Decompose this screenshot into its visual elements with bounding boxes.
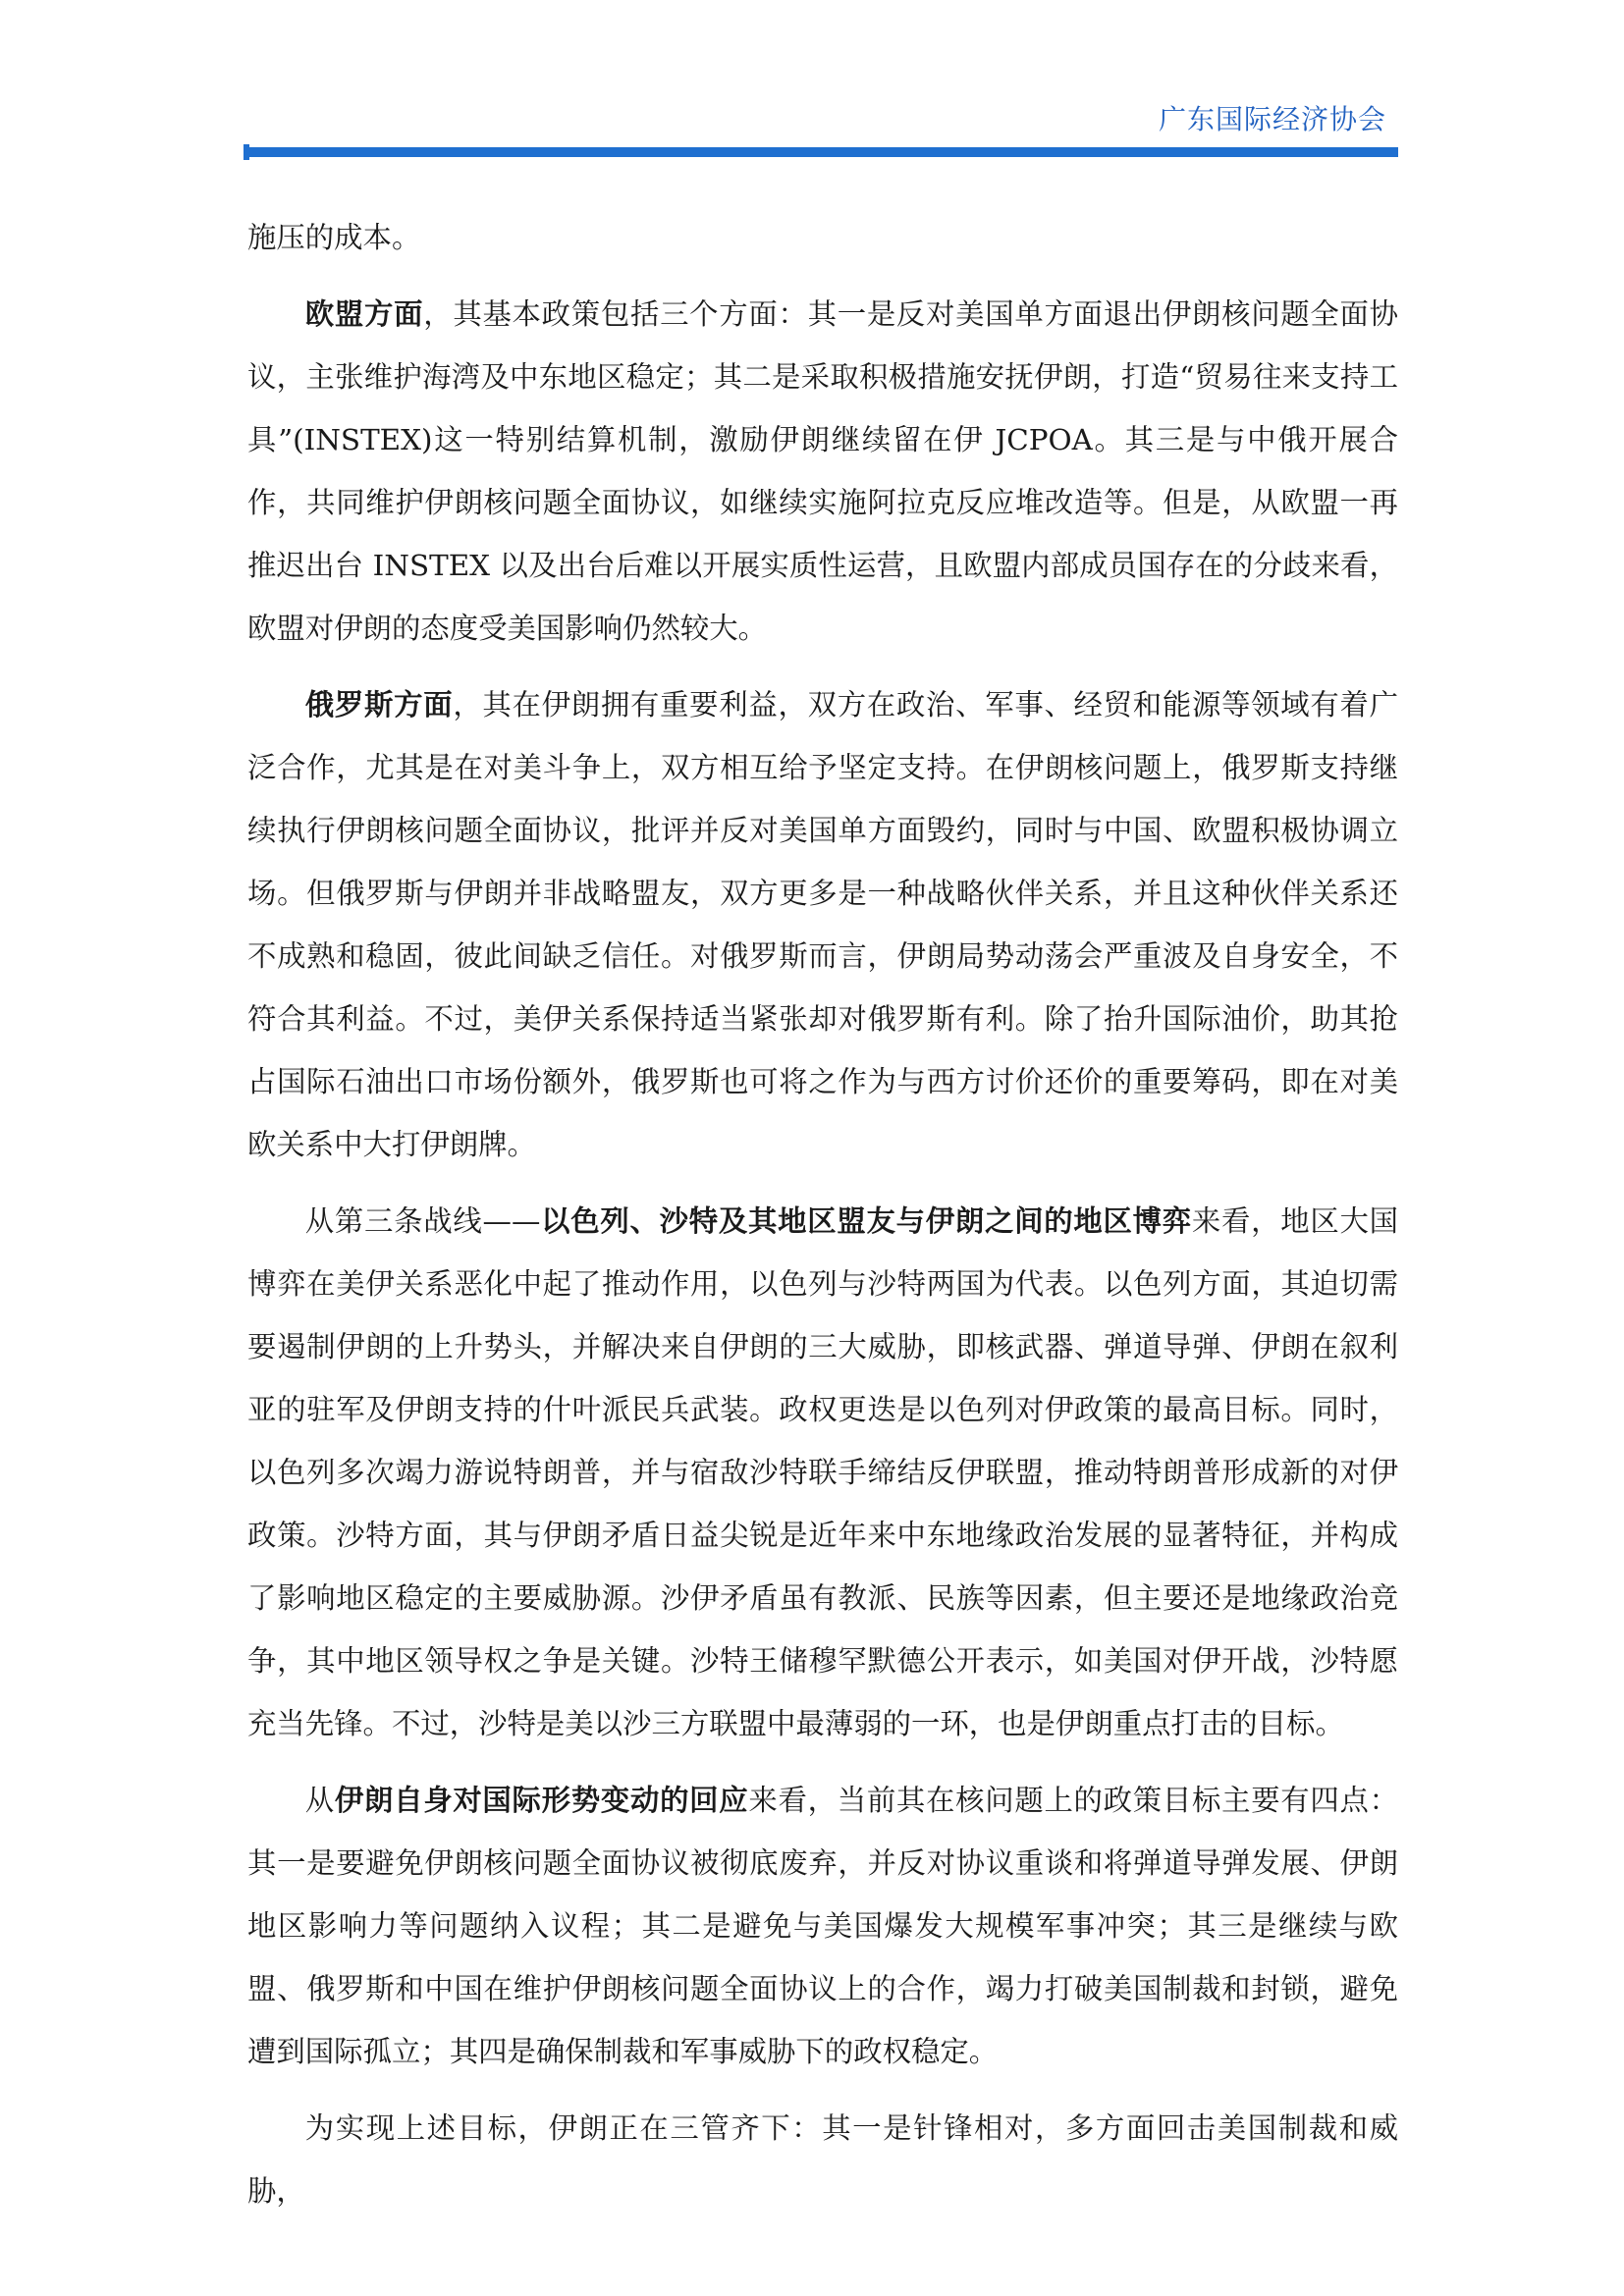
paragraph-text: ，其基本政策包括三个方面：其一是反对美国单方面退出伊朗核问题全面协议，主张维护海湾及中东地区稳定；其二是采取积极措施安抚伊朗，打造“贸易往来支持工具”(INSTEX)这一特别结算机制，激励伊朗继续留在伊 JCPOA。其三是与中俄开展合作，共同维护伊朗核问题全面协议，如继续实施阿拉克反应堆改造等。但是，从欧盟一再推迟出台 INSTEX 以及出台后难以开展实质性运营，且欧盟内部成员国存在的分歧来看，欧盟对伊朗的态度受美国影响仍然较大。 [247, 297, 1399, 645]
paragraph-text: ，其在伊朗拥有重要利益，双方在政治、军事、经贸和能源等领域有着广泛合作，尤其是在对美斗争上，双方相互给予坚定支持。在伊朗核问题上，俄罗斯支持继续执行伊朗核问题全面协议，批评并反对美国单方面毁约，同时与中国、欧盟积极协调立场。但俄罗斯与伊朗并非战略盟友，双方更多是一种战略伙伴关系，并且这种伙伴关系还不成熟和稳固，彼此间缺乏信任。对俄罗斯而言，伊朗局势动荡会严重波及自身安全，不符合其利益。不过，美伊关系保持适当紧张却对俄罗斯有利。除了抬升国际油价，助其抢占国际石油出口市场份额外，俄罗斯也可将之作为与西方讨价还价的重要筹码，即在对美欧关系中大打伊朗牌。 [247, 688, 1399, 1161]
document-body [247, 206, 1398, 2236]
paragraph-text: 施压的成本。 [247, 221, 421, 254]
paragraph-intro-fragment [247, 206, 1398, 269]
paragraph-eu [247, 283, 1398, 660]
paragraph-iran-response [247, 1769, 1398, 2083]
paragraph-heading-iran-response: 伊朗自身对国际形势变动的回应 [334, 1783, 749, 1817]
paragraph-third-front [247, 1190, 1398, 1755]
paragraph-text: 从 [304, 1784, 335, 1817]
paragraph-heading-eu: 欧盟方面 [304, 296, 424, 331]
header-rule [247, 147, 1398, 157]
paragraph-text: 来看，地区大国博弈在美伊关系恶化中起了推动作用，以色列与沙特两国为代表。以色列方面，其迫切需要遏制伊朗的上升势头，并解决来自伊朗的三大威胁，即核武器、弹道导弹、伊朗在叙利亚的驻军及伊朗支持的什叶派民兵武装。政权更迭是以色列对伊政策的最高目标。同时，以色列多次竭力游说特朗普，并与宿敌沙特联手缔结反伊联盟，推动特朗普形成新的对伊政策。沙特方面，其与伊朗矛盾日益尖锐是近年来中东地缘政治发展的显著特征，并构成了影响地区稳定的主要威胁源。沙伊矛盾虽有教派、民族等因素，但主要还是地缘政治竞争，其中地区领导权之争是关键。沙特王储穆罕默德公开表示，如美国对伊开战，沙特愿充当先锋。不过，沙特是美以沙三方联盟中最薄弱的一环，也是伊朗重点打击的目标。 [247, 1204, 1399, 1740]
paragraph-text: 来看，当前其在核问题上的政策目标主要有四点：其一是要避免伊朗核问题全面协议被彻底废弃，并反对协议重谈和将弹道导弹发展、伊朗地区影响力等问题纳入议程；其二是避免与美国爆发大规模军事冲突；其三是继续与欧盟、俄罗斯和中国在维护伊朗核问题全面协议上的合作，竭力打破美国制裁和封锁，避免遭到国际孤立；其四是确保制裁和军事威胁下的政权稳定。 [247, 1784, 1399, 2068]
paragraph-russia [247, 673, 1398, 1176]
paragraph-heading-regional-game: 以色列、沙特及其地区盟友与伊朗之间的地区博弈 [540, 1203, 1192, 1238]
header-organization-name: 广东国际经济协会 [1158, 103, 1386, 135]
paragraph-heading-russia: 俄罗斯方面 [304, 687, 454, 721]
paragraph-iran-strategy [247, 2097, 1398, 2222]
paragraph-text: 为实现上述目标，伊朗正在三管齐下：其一是针锋相对，多方面回击美国制裁和威胁， [247, 2111, 1398, 2208]
paragraph-text: 从第三条战线—— [304, 1204, 541, 1238]
